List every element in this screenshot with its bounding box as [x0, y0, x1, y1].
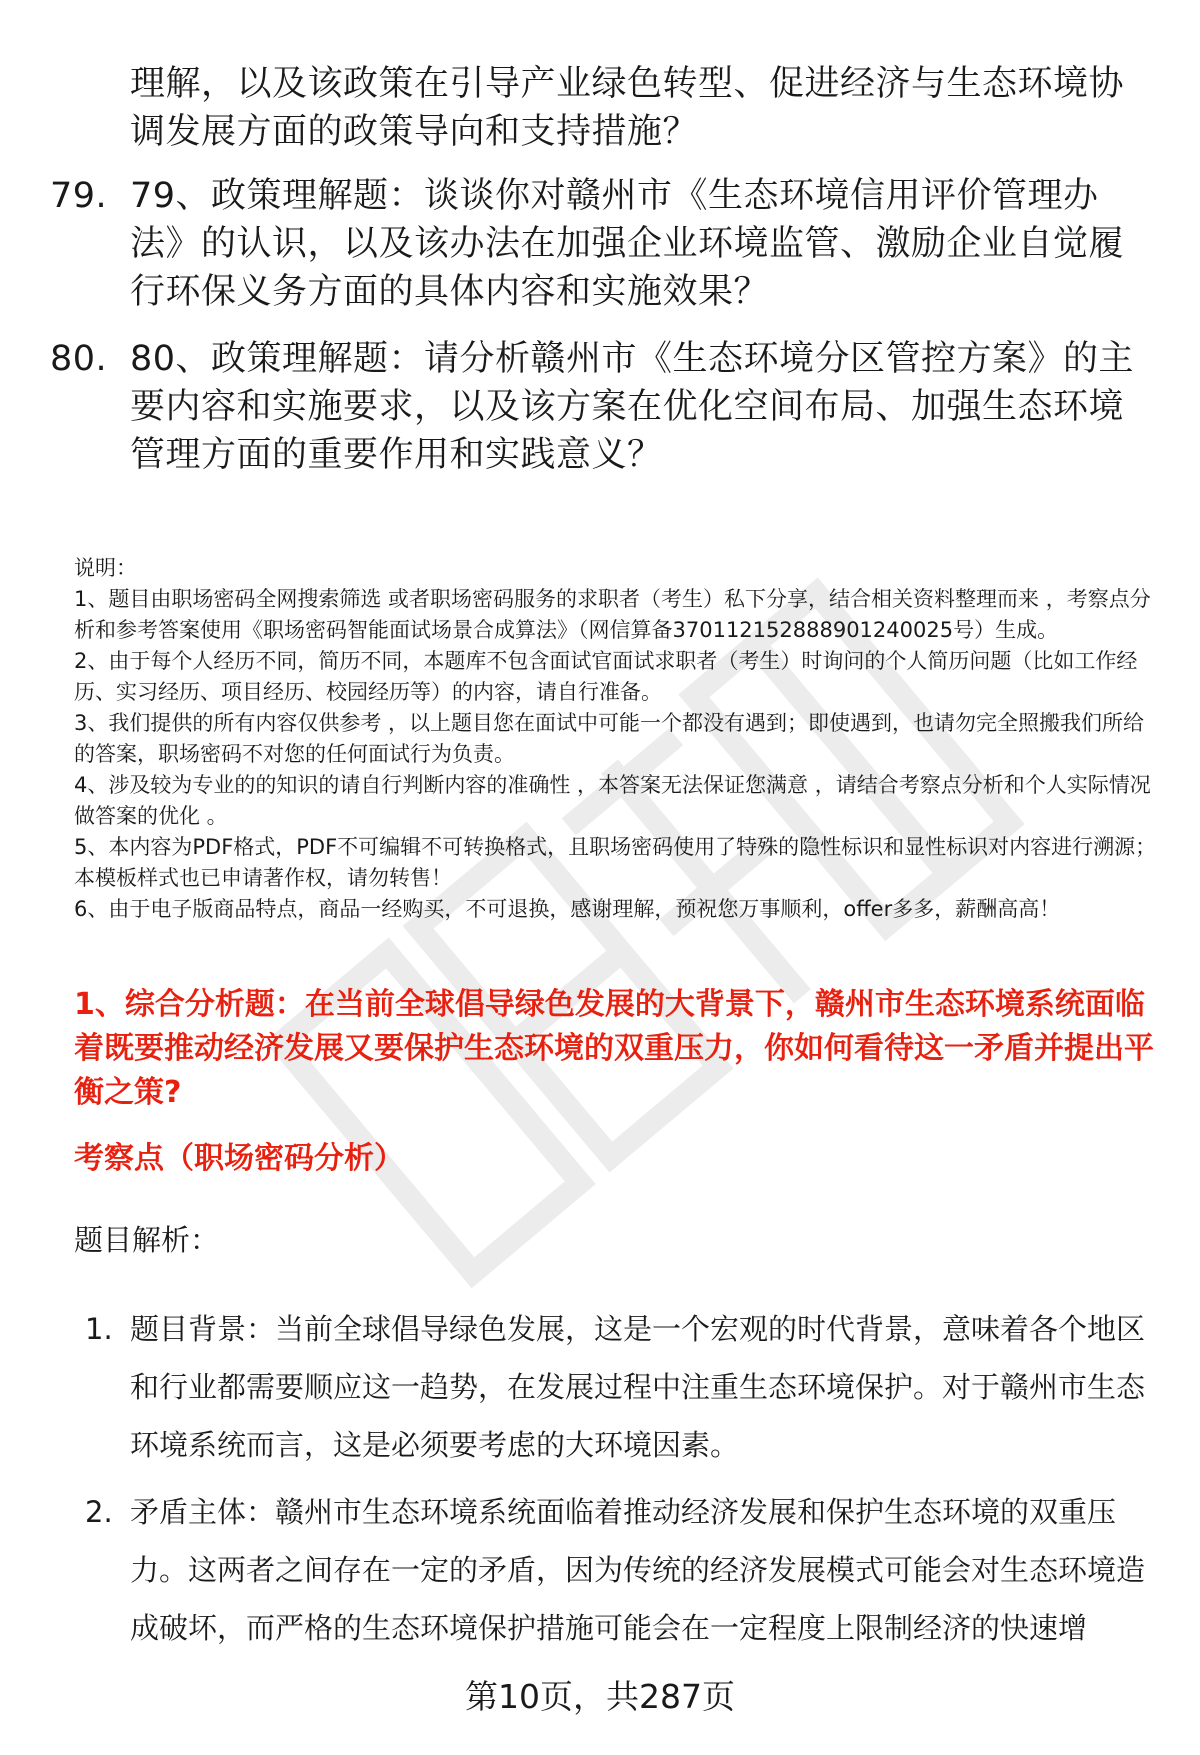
page-number-footer: 第10页，共287页	[465, 1677, 735, 1716]
notes-section	[74, 553, 1160, 925]
analysis-heading: 题目解析：	[74, 1223, 220, 1257]
note-item: 5、本内容为PDF格式，PDF不可编辑不可转换格式，且职场密码使用了特殊的隐性标识和显性标识对内容进行溯源；本模板样式也已申请著作权，请勿转售！	[74, 835, 1157, 890]
question-78-continuation: 理解，以及该政策在引导产业绿色转型、促进经济与生态环境协调发展方面的政策导向和支持措施？	[130, 64, 1125, 152]
note-item: 1、题目由职场密码全网搜索筛选 或者职场密码服务的求职者（考生）私下分享，结合相关资料整理而来 ，考察点分析和参考答案使用《职场密码智能面试场景合成算法》（网信算备370112152888901240025号）生成。	[74, 587, 1151, 642]
exam-point-heading: 考察点（职场密码分析）	[74, 1141, 404, 1176]
question-79-text: 79、政策理解题：谈谈你对赣州市《生态环境信用评价管理办法》的认识，以及该办法在加强企业环境监管、激励企业自觉履行环保义务方面的具体内容和实施效果？	[130, 176, 1125, 312]
note-item: 4、涉及较为专业的的知识的请自行判断内容的准确性 ，本答案无法保证您满意 ，请结合考察点分析和个人实际情况做答案的优化 。	[74, 773, 1151, 828]
main-question: 1、综合分析题：在当前全球倡导绿色发展的大背景下，赣州市生态环境系统面临着既要推动经济发展又要保护生态环境的双重压力，你如何看待这一矛盾并提出平衡之策?	[74, 987, 1154, 1110]
note-item: 3、我们提供的所有内容仅供参考 ，以上题目您在面试中可能一个都没有遇到；即使遇到，也请勿完全照搬我们所给的答案，职场密码不对您的任何面试行为负责。	[74, 711, 1145, 766]
analysis-item-number: 1.	[85, 1312, 113, 1346]
question-80-number: 80.	[50, 339, 108, 379]
notes-heading: 说明：	[74, 556, 137, 580]
question-80-text: 80、政策理解题：请分析赣州市《生态环境分区管控方案》的主要内容和实施要求，以及该方案在优化空间布局、加强生态环境管理方面的重要作用和实践意义？	[130, 339, 1135, 475]
analysis-item-number: 2.	[85, 1495, 113, 1529]
note-item: 6、由于电子版商品特点，商品一经购买，不可退换，感谢理解，预祝您万事顺利，offer多多，薪酬高高！	[74, 897, 1061, 921]
question-79-number: 79.	[50, 176, 108, 216]
note-item: 2、由于每个人经历不同，简历不同，本题库不包含面试官面试求职者（考生）时询问的个人简历问题（比如工作经历、实习经历、项目经历、校园经历等）的内容，请自行准备。	[74, 649, 1138, 704]
analysis-item-text: 矛盾主体：赣州市生态环境系统面临着推动经济发展和保护生态环境的双重压力。这两者之间存在一定的矛盾，因为传统的经济发展模式可能会对生态环境造成破坏，而严格的生态环境保护措施可能会在一定程度上限制经济的快速增	[130, 1495, 1146, 1645]
analysis-item-text: 题目背景：当前全球倡导绿色发展，这是一个宏观的时代背景，意味着各个地区和行业都需要顺应这一趋势，在发展过程中注重生态环境保护。对于赣州市生态环境系统而言，这是必须要考虑的大环境因素。	[130, 1312, 1146, 1462]
